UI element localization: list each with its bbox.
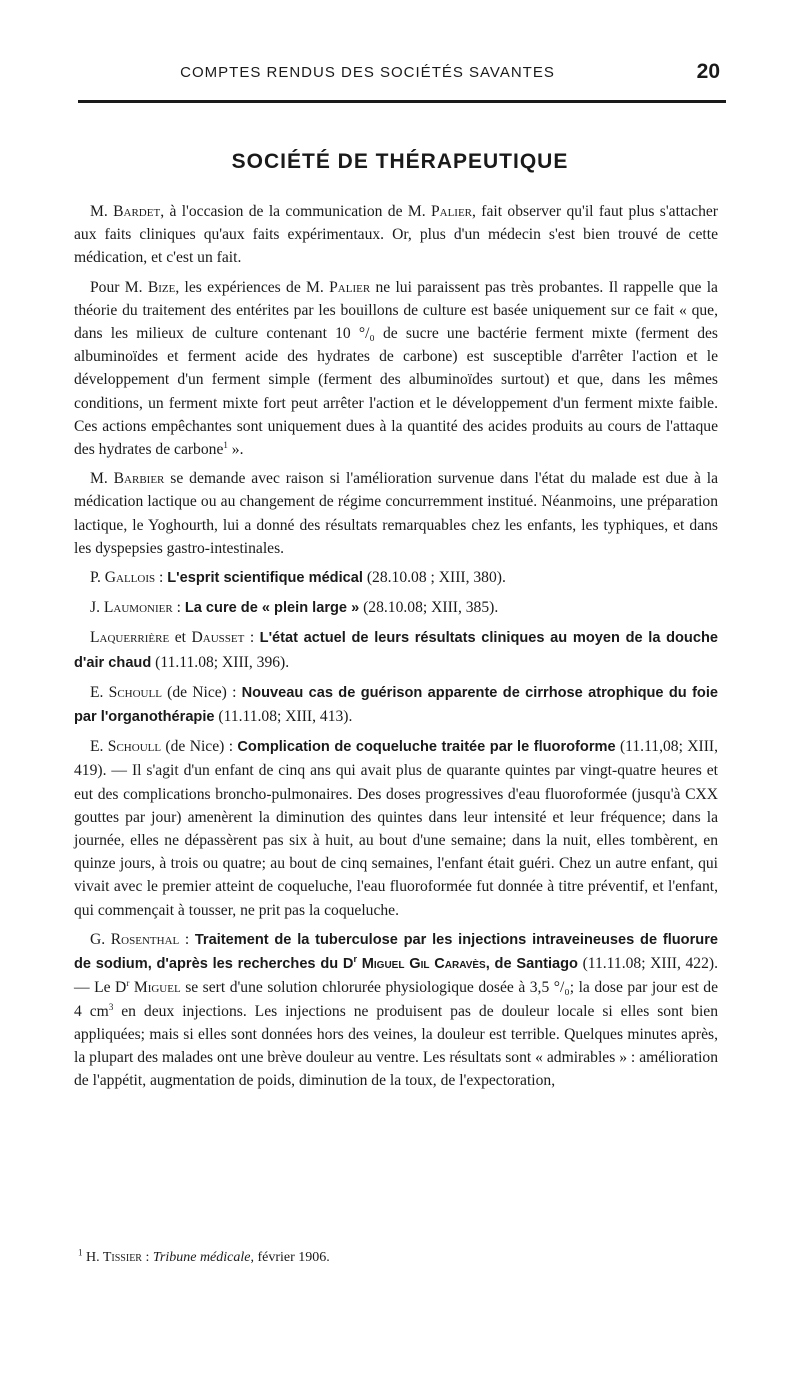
- text: :: [179, 930, 195, 948]
- text: M.: [90, 203, 114, 220]
- text: M.: [90, 470, 114, 488]
- page-number: 20: [696, 60, 720, 83]
- author-name: Miguel Gil Caravès: [361, 956, 486, 973]
- entry-title: Nouveau cas de guérison apparente de cirrhose atrophique du foie par l'organothérapie: [74, 684, 719, 726]
- footnote-author: H. Tissier: [86, 1250, 142, 1265]
- text: (de Nice) :: [161, 738, 238, 756]
- text: (de Nice) :: [161, 683, 242, 701]
- author-name: Bize: [147, 278, 176, 296]
- entry-schoull-1: [74, 681, 718, 729]
- entry-title: L'état actuel de leurs résultats cliniques au moyen de la douche d'air chaud: [74, 630, 718, 671]
- header-title: COMPTES RENDUS DES SOCIÉTÉS SAVANTES: [180, 64, 555, 81]
- entry-laumonier: [74, 596, 718, 620]
- entry-title: La cure de « plein large »: [184, 600, 360, 617]
- text: et: [169, 629, 192, 647]
- text: P.: [90, 569, 105, 587]
- entry-gallois: [74, 566, 718, 590]
- author-name: Barbier: [113, 470, 165, 488]
- text: :: [172, 599, 185, 617]
- paragraph-bardet: [74, 200, 718, 270]
- text: , fait observer qu'il faut plus s'attacher aux faits cliniques qu'aux faits expérimentaux. Or, plus d'un médecin s'est bien trouvé de cette médication, et c'est un fait.: [74, 203, 719, 267]
- text: E.: [90, 738, 108, 756]
- paragraph-bize: [74, 276, 718, 462]
- text: :: [141, 1250, 153, 1265]
- superscript: r: [126, 978, 130, 989]
- text: :: [155, 569, 168, 587]
- author-name: Palier: [329, 278, 371, 296]
- text: Pour M.: [90, 278, 148, 296]
- footnote: [78, 1247, 330, 1266]
- text: se demande avec raison si l'amélioration survenue dans l'état du malade est due à la médication lactique ou au changement de régime concurremment institué. Néanmoins, une préparation lactique, le Yoghourth, lui a donné des résultats remarquables chez les enfants, les typhiques, et dans les dyspepsies gastro-intestinales.: [74, 470, 719, 557]
- author-name: Miguel: [133, 979, 181, 997]
- section-title: SOCIÉTÉ DE THÉRAPEUTIQUE: [231, 150, 569, 173]
- superscript: 3: [108, 1001, 114, 1012]
- article-body: [74, 200, 718, 1098]
- footnote-ref: 1: [223, 439, 228, 450]
- text: (11.11,08; XIII, 419). — Il s'agit d'un enfant de cinq ans qui avait plus de quarante quintes par vingt-quatre heures et eut des complications broncho-pulmonaires. Des doses progressives d'eau fluoroformée (jusqu'à CXX gouttes par jour) amenèrent la diminution des quintes dans leur intensité et leur fréquence; dans la journée, elles ne dépassèrent pas six à huit, au bout d'une semaine; dans la nuit, elles tombèrent, en quinze jours, à trois ou quatre; au bout de cinq semaines, l'enfant était guéri. Chez un autre enfant, qui vivait avec le premier atteint de coqueluche, l'eau fluoroformée fut donnée à titre préventif, et l'enfant, qui commençait à tousser, ne prit pas la coqueluche.: [74, 738, 719, 919]
- author-name: Schoull: [107, 738, 162, 756]
- text: E.: [90, 683, 109, 701]
- superscript: r: [353, 954, 357, 965]
- running-header: [70, 60, 720, 94]
- text: J.: [90, 599, 104, 617]
- entry-laquerriere: [74, 626, 718, 674]
- entry-rosenthal: [74, 928, 718, 1092]
- footnote-work: Tribune médicale: [152, 1250, 251, 1265]
- author-name: Laumonier: [103, 599, 173, 617]
- text: , les expériences de M.: [175, 278, 330, 296]
- text: , à l'occasion de la communication de M.: [160, 203, 431, 220]
- footnote-mark: 1: [78, 1247, 83, 1258]
- author-name: Schoull: [108, 683, 162, 701]
- text: , février 1906.: [250, 1250, 330, 1265]
- author-name: Dausset: [191, 629, 245, 647]
- text: (11.11.08; XIII, 413).: [214, 708, 353, 726]
- text: (11.11.08; XIII, 396).: [151, 653, 290, 671]
- author-name: Palier: [430, 203, 473, 220]
- text: (28.10.08 ; XIII, 380).: [362, 569, 506, 587]
- paragraph-barbier: [74, 467, 718, 560]
- author-name: Rosenthal: [110, 930, 180, 948]
- text: (11.11.08; XIII, 422). — Le D: [74, 955, 718, 997]
- author-name: Bardet: [113, 203, 161, 220]
- text: (28.10.08; XIII, 385).: [359, 599, 499, 617]
- text: , de Santiago: [485, 956, 578, 973]
- text: ne lui paraissent pas très probantes. Il rappelle que la théorie du traitement des entérites par les bouillons de culture est basée uniquement sur ce fait « que, dans les milieux de culture contenant 10 °/₀ de sucre une bactérie ferment mixte (ferment des albuminoïdes et ferment acide des hydrates de carbone) est susceptible d'arrêter l'action et le développement d'un ferment simple (ferment des albuminoïdes surtout) et que, dans les mêmes conditions, un ferment mixte fort peut arrêter l'action et le développement d'un ferment mixte faible. Ces actions empêchantes sont uniquement dues à la quantité des acides produits au cours de l'attaque des hydrates de carbone: [74, 278, 718, 459]
- entry-schoull-2: [74, 735, 718, 922]
- text: :: [244, 629, 260, 647]
- text: Traitement de la tuberculose par les injections intraveineuses de fluorure de sodium, d'après les recherches du D: [74, 931, 718, 973]
- text: en deux injections. Les injections ne produisent pas de douleur locale si elles sont bien appliquées; mais si elles sont données hors des veines, la douleur est terrible. Quelques minutes après, la plupart des malades ont une brève douleur au ventre. Les résultats sont « admirables » : amélioration de l'appétit, augmentation de poids, diminution de la toux, de l'expectoration,: [74, 1002, 719, 1090]
- text: se sert d'une solution chlorurée physiologique dosée à 3,5 °/₀; la dose par jour est de 4 cm: [74, 979, 718, 1020]
- author-name: Gallois: [104, 569, 156, 587]
- text: G.: [90, 930, 111, 948]
- author-name: Laquerrière: [90, 629, 170, 647]
- text: ».: [227, 441, 244, 459]
- entry-title: Complication de coqueluche traitée par le fluoroforme: [237, 739, 616, 756]
- header-rule: [78, 100, 726, 103]
- entry-title: L'esprit scientifique médical: [167, 570, 363, 587]
